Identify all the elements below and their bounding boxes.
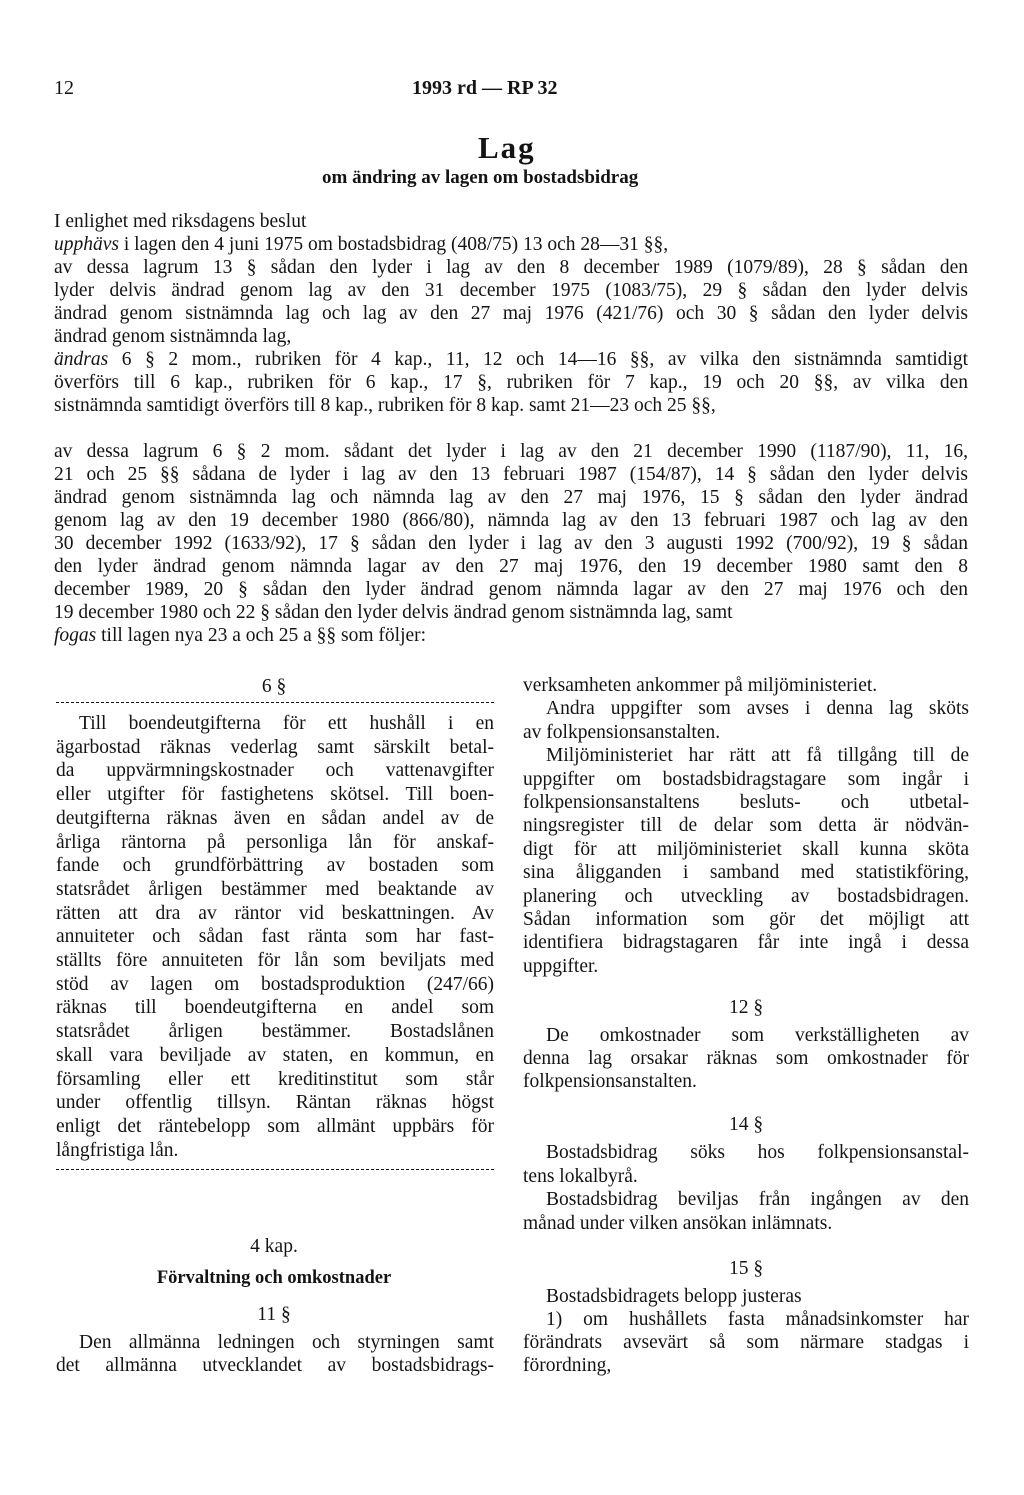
intro-line [54,348,968,371]
text-line: Miljöministeriet har rätt att få tillgång till de [546,745,969,767]
text-line: långfristiga lån. [56,1139,179,1161]
omission-divider [56,702,494,703]
text-line: digt för att miljöministeriet skall kunna sköta [523,838,969,860]
text-line: uppgifter om bostadsbidragstagare som ingår i [523,768,969,790]
intro-line: av dessa lagrum 13 § sådan den lyder i lag av den 8 december 1989 (1079/89), 28 § sådan den [54,257,968,278]
text-line: statsrådet årligen bestämmer med beaktande av [56,878,494,900]
text-line: uppgifter. [523,955,599,977]
section-11-heading: 11 § [257,1304,291,1325]
chapter-number: 4 kap. [250,1236,298,1257]
text-line: De omkostnader som verkställigheten av [546,1025,969,1046]
text-line: ägarbostad räknas vederlag samt särskilt betal- [56,736,494,758]
text-line: Till boendeutgifterna för ett hushåll i en [79,713,494,734]
text-line: Sådan information som gör det möjligt att [523,909,969,930]
text-line: förordning, [523,1355,612,1376]
intro-line: 21 och 25 §§ sådana de lyder i lag av den 13 februari 1987 (154/87), 14 § sådan den lyder delvis [54,464,968,485]
text-line: folkpensionsanstalten. [523,1071,697,1092]
text-line: förändrats avsevärt så som närmare stadgas i [523,1332,969,1353]
text-line: statsrådet årligen bestämmer. Bostadslånen [56,1021,494,1043]
intro-line: 19 december 1980 och 22 § sådan den lyder delvis ändrad genom sistnämnda lag, samt [54,602,733,623]
text-line: församling eller ett kreditinstitut som står [56,1068,494,1090]
text-line: ningsregister till de delar som detta är nödvän- [523,815,969,837]
text-line: 1) om hushållets fasta månadsinkomster har [546,1309,969,1330]
page-number: 12 [54,77,74,99]
intro-line: genom lag av den 19 december 1980 (866/80), nämnda lag av den 13 februari 1987 och lag av den [54,510,968,531]
intro-line: lyder delvis ändrad genom lag av den 31 december 1975 (1083/75), 29 § sådan den lyder delvis [54,280,968,301]
text-line: rätten att dra av räntor vid beskattningen. Av [56,902,494,924]
intro-line: december 1989, 20 § sådan den lyder ändrad genom nämnda lagar av den 27 maj 1976 och den [54,579,968,600]
intro-line: den lyder ändrad genom nämnda lagar av den 27 maj 1976, den 19 december 1980 samt den 8 [54,556,968,577]
text-line: planering och utveckling av bostadsbidragen. [523,885,969,907]
text-line: eller utgifter för fastighetens skötsel. Till boen- [56,784,494,806]
text-line: Den allmänna ledningen och styrningen samt [79,1332,494,1353]
text-line: räknas till boendeutgifterna en andel som [56,997,494,1019]
section-14-heading: 14 § [728,1114,764,1135]
intro-text: till lagen nya 23 a och 25 a §§ som följer: [96,625,427,646]
intro-line: ändrad genom sistnämnda lag och lag av den 27 maj 1976 (421/76) och 30 § sådan den lyder delvis [54,303,968,324]
section-15-heading: 15 § [728,1258,764,1279]
text-line: årliga räntorna på personliga lån för anskaf- [56,831,494,853]
text-line: fande och grundförbättring av bostaden som [56,855,494,877]
text-line: ställts före annuiteten för lån som beviljats med [56,950,494,971]
text-line: skall vara beviljade av staten, en kommun, en [56,1044,494,1066]
section-6-heading: 6 § [261,676,287,697]
omission-divider [56,1169,494,1170]
chapter-title: Förvaltning och omkostnader [156,1268,392,1288]
text-line: deutgifterna räknas även en sådan andel av de [56,807,494,829]
text-line: verksamheten ankommer på miljöministeriet. [523,675,878,696]
keyword-andras: ändras [54,349,109,370]
text-line: Bostadsbidrag söks hos folkpensionsanstal- [546,1142,969,1163]
text-line: folkpensionsanstaltens besluts- och utbetal- [523,792,969,813]
text-line: da uppvärmningskostnader och vattenavgifter [56,760,494,782]
intro-line: sistnämnda samtidigt överförs till 8 kap., rubriken för 8 kap. samt 21—23 och 25 §§, [54,395,716,416]
law-title: Lag [478,130,536,165]
intro-text: 6 § 2 mom., rubriken för 4 kap., 11, 12 och 14—16 §§, av vilka den sistnämnda samtidigt [108,349,968,370]
text-line: Bostadsbidragets belopp justeras [546,1286,802,1307]
text-line: det allmänna utvecklandet av bostadsbidrags- [56,1355,494,1376]
section-12-heading: 12 § [728,997,764,1018]
intro-line: överförs till 6 kap., rubriken för 6 kap., 17 §, rubriken för 7 kap., 19 och 20 §§, av vilka den [54,372,968,393]
text-line: av folkpensionsanstalten. [523,721,721,743]
intro-line: 30 december 1992 (1633/92), 17 § sådan den lyder i lag av den 3 augusti 1992 (700/92), 19 § sådan [54,533,968,554]
intro-text: i lagen den 4 juni 1975 om bostadsbidrag (408/75) 13 och 28—31 §§, [119,234,669,255]
text-line: tens lokalbyrå. [523,1165,638,1187]
document-reference: 1993 rd — RP 32 [412,77,558,99]
intro-line: av dessa lagrum 6 § 2 mom. sådant det lyder i lag av den 21 december 1990 (1187/90), 11, 16, [54,441,968,462]
intro-line: I enlighet med riksdagens beslut [54,211,307,232]
keyword-upphavs: upphävs [54,234,119,255]
intro-line: ändrad genom sistnämnda lag, [54,326,292,347]
intro-line: ändrad genom sistnämnda lag och nämnda lag av den 27 maj 1976, 15 § sådan den lyder ändrad [54,487,968,508]
text-line: denna lag orsakar räknas som omkostnader för [523,1048,969,1069]
text-line: annuiteter och sådan fast ränta som har fast- [56,926,494,948]
intro-line [54,624,426,647]
text-line: enligt det räntebelopp som allmänt uppbärs för [56,1115,494,1137]
keyword-fogas: fogas [54,625,97,646]
text-line: månad under vilken ansökan inlämnats. [523,1212,833,1234]
text-line: stöd av lagen om bostadsproduktion (247/66) [56,973,494,995]
text-line: sina åligganden i samband med statistikföring, [523,862,969,884]
intro-line [54,233,668,256]
text-line: identifiera bidragstagaren får inte ingå i dessa [523,932,969,954]
text-line: Bostadsbidrag beviljas från ingången av den [546,1189,969,1210]
text-line: Andra uppgifter som avses i denna lag sköts [546,698,969,720]
text-line: under offentlig tillsyn. Räntan räknas högst [56,1092,494,1114]
law-subtitle: om ändring av lagen om bostadsbidrag [322,167,639,188]
